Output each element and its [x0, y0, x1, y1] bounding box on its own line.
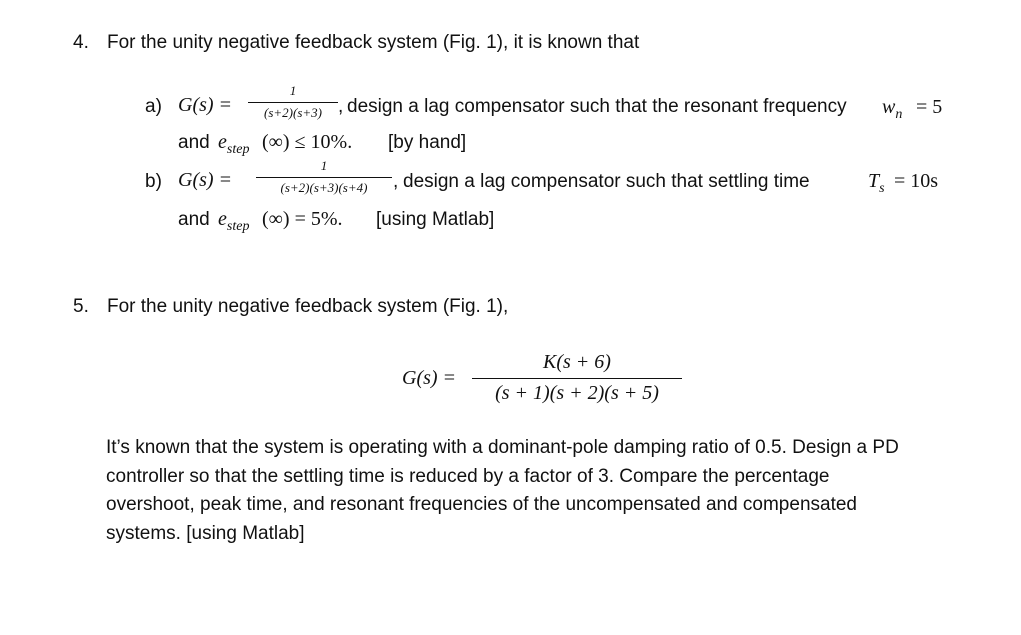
part-a-fraction: [248, 84, 338, 124]
part-b-denominator: (s+2)(s+3)(s+4): [280, 180, 368, 195]
part-b-text: design a lag compensator such that settling time: [403, 171, 810, 192]
question-5-paragraph: It’s known that the system is operating with a dominant-pole damping ratio of 0.5. Design a PD controller so that the settling time is reduced by a factor of 3. Compare the percentage overshoot, peak time, and resonant frequencies of the uncompensated and compensated systems. [using Matlab]: [106, 437, 899, 544]
part-b-estep-sub: step: [226, 219, 250, 234]
part-a-wn-sub: n: [895, 107, 903, 122]
part-a-estep-value: (∞) ≤ 10%.: [262, 131, 353, 153]
part-b-ts-value: = 10s: [894, 170, 939, 192]
part-b-label: b): [145, 171, 162, 192]
part-b-note: [using Matlab]: [376, 209, 495, 230]
question-4-stem: For the unity negative feedback system (Fig. 1), it is known that: [107, 32, 640, 53]
question-5-lhs: G(s) =: [402, 367, 457, 389]
question-5-stem: For the unity negative feedback system (Fig. 1),: [107, 296, 509, 317]
part-b-estep: [218, 209, 249, 234]
part-b-lhs: G(s) =: [178, 169, 233, 191]
part-a-lhs: G(s) =: [178, 94, 233, 116]
part-b-ts-var: T: [868, 170, 880, 192]
question-5-denominator: (s + 1)(s + 2)(s + 5): [495, 382, 659, 404]
part-a-estep-var: e: [218, 131, 227, 153]
part-a-estep: [218, 132, 249, 157]
part-b-estep-var: e: [218, 208, 227, 230]
question-5-fraction: [472, 350, 682, 410]
part-a-line2-and: and: [178, 132, 210, 153]
part-a-note: [by hand]: [388, 132, 467, 153]
part-a-wn-value: = 5: [916, 96, 943, 118]
part-b-numerator: 1: [320, 158, 328, 173]
part-a-wn-var: w: [882, 96, 896, 118]
part-a-estep-sub: step: [226, 142, 250, 157]
question-5-numerator: K(s + 6): [543, 351, 611, 373]
part-b-estep-value: (∞) = 5%.: [262, 208, 343, 230]
part-b-ts-sub: s: [879, 181, 885, 196]
part-a-text: design a lag compensator such that the resonant frequency: [347, 96, 847, 117]
question-5-fraction-bar: [472, 378, 682, 379]
part-a-wn: [882, 97, 902, 122]
part-a-numerator: 1: [289, 83, 297, 98]
question-5-number: 5.: [73, 296, 89, 317]
part-b-fraction-bar: [256, 177, 392, 178]
part-b-fraction: [256, 159, 392, 199]
part-a-label: a): [145, 96, 162, 117]
part-a-denominator: (s+2)(s+3): [264, 105, 322, 120]
part-a-comma: ,: [338, 96, 344, 117]
part-b-line2-and: and: [178, 209, 210, 230]
part-b-comma: ,: [393, 171, 399, 192]
part-a-fraction-bar: [248, 102, 338, 103]
question-4-number: 4.: [73, 32, 89, 53]
part-b-ts: [868, 171, 885, 196]
